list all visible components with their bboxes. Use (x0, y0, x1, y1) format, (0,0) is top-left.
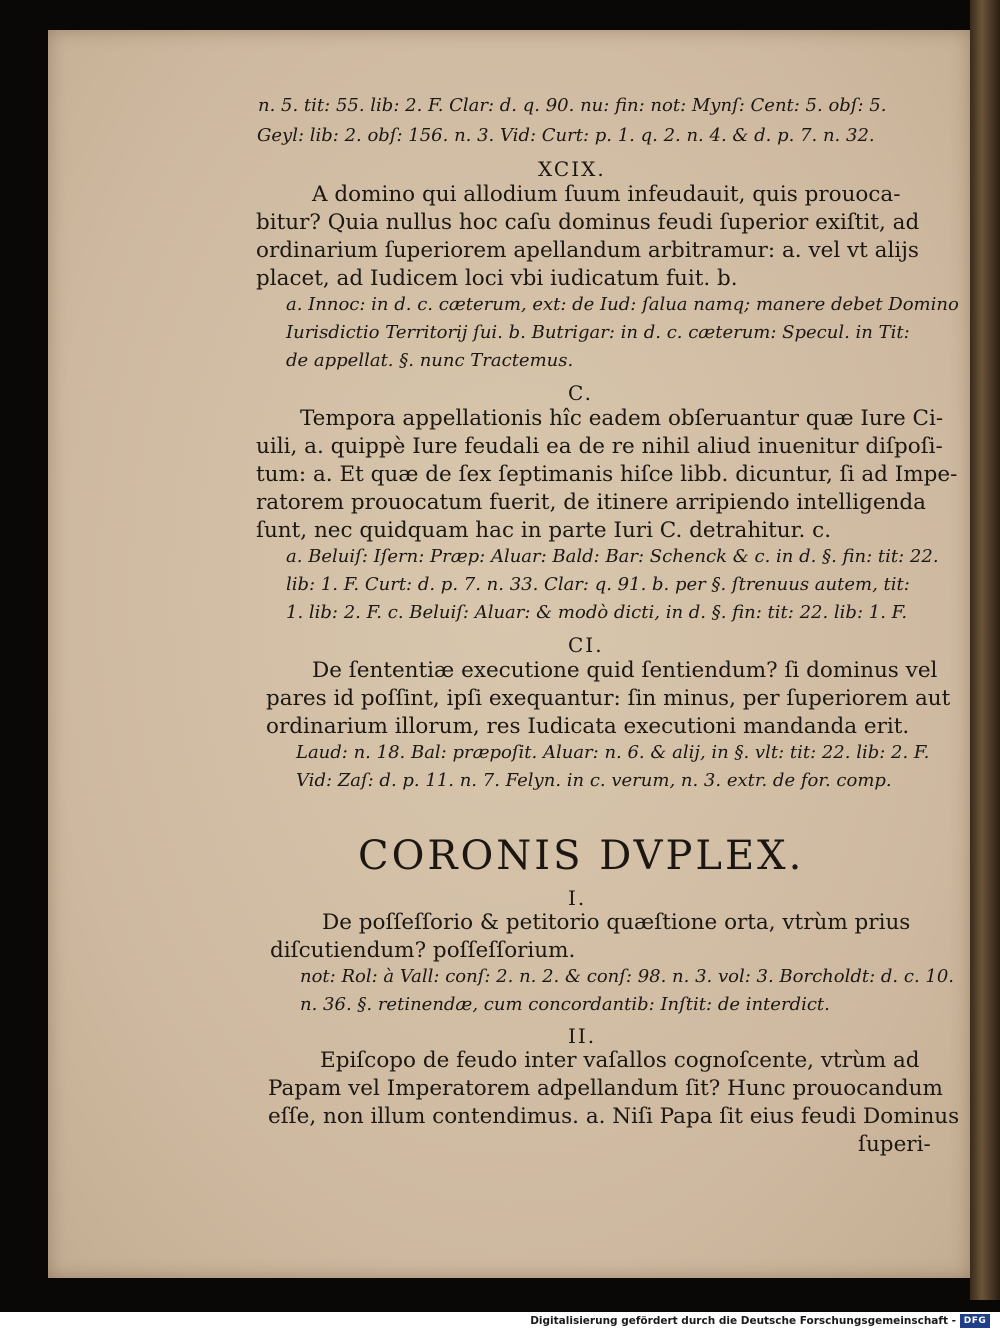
book-page (48, 30, 970, 1278)
text-line: pares id poſſint, ipſi exequantur: ſin minus, per ſuperiorem aut (266, 686, 951, 711)
text-line: bitur? Quia nullus hoc caſu dominus feudi ſuperior exiſtit, ad (256, 210, 920, 235)
footer-credit: Digitalisierung gefördert durch die Deutsche Forschungsgemeinschaft - (530, 1315, 956, 1327)
section-number: I. (568, 886, 587, 910)
dfg-logo-icon: DFG (960, 1314, 990, 1328)
section-number: CI. (568, 633, 604, 657)
section-number: II. (568, 1024, 597, 1048)
text-line: Epiſcopo de feudo inter vaſallos cognoſcente, vtrùm ad (320, 1048, 920, 1073)
text-line: Tempora appellationis hîc eadem obſeruantur quæ Iure Ci- (300, 406, 944, 431)
footnote-line: not: Rol: à Vall: conſ: 2. n. 2. & conſ: 98. n. 3. vol: 3. Borcholdt: d. c. 10. (300, 966, 955, 987)
text-line: diſcutiendum? poſſeſſorium. (270, 938, 576, 963)
footnote-line: Iurisdictio Territorij ſui. b. Butrigar: in d. c. cæterum: Specul. in Tit: (286, 322, 910, 343)
text-line: placet, ad Iudicem loci vbi iudicatum fuit. b. (256, 266, 738, 291)
text-line: eſſe, non illum contendimus. a. Niſi Papa ſit eius feudi Dominus (268, 1104, 960, 1129)
book-spine-edge (970, 0, 1000, 1300)
text-line: A domino qui allodium ſuum infeudauit, quis prouoca- (312, 182, 901, 207)
footnote-line: a. Innoc: in d. c. cæterum, ext: de Iud: ſalua namq; manere debet Domino (286, 294, 959, 315)
footnote-line: Laud: n. 18. Bal: præpoſit. Aluar: n. 6. & alij, in §. vlt: tit: 22. lib: 2. F. (296, 742, 930, 763)
footnote-line: n. 36. §. retinendæ, cum concordantib: Inſtit: de interdict. (300, 994, 830, 1015)
section-heading: CORONIS DVPLEX. (358, 833, 805, 879)
footnote-line: Geyl: lib: 2. obſ: 156. n. 3. Vid: Curt: p. 1. q. 2. n. 4. & d. p. 7. n. 32. (257, 125, 875, 146)
text-line: ordinarium ſuperiorem apellandum arbitramur: a. vel vt alijs (256, 238, 919, 263)
text-line: ordinarium illorum, res Iudicata executioni mandanda erit. (266, 714, 910, 739)
text-line: De ſententiæ executione quid ſentiendum? ſi dominus vel (312, 658, 938, 683)
section-number: XCIX. (538, 157, 606, 181)
footnote-line: de appellat. §. nunc Tractemus. (286, 350, 574, 371)
footnote-line: 1. lib: 2. F. c. Beluiſ: Aluar: & modò dicti, in d. §. fin: tit: 22. lib: 1. F. (286, 602, 908, 623)
footnote-line: a. Beluiſ: Iſern: Præp: Aluar: Bald: Bar: Schenck & c. in d. §. fin: tit: 22. (286, 546, 939, 567)
text-line: ratorem prouocatum fuerit, de itinere arripiendo intelligenda (256, 490, 926, 515)
page-text (48, 30, 970, 1278)
footnote-line: Vid: Zaſ: d. p. 11. n. 7. Felyn. in c. verum, n. 3. extr. de for. comp. (296, 770, 892, 791)
digitization-footer (0, 1312, 1000, 1331)
footnote-line: n. 5. tit: 55. lib: 2. F. Clar: d. q. 90. nu: fin: not: Mynſ: Cent: 5. obſ: 5. (258, 95, 887, 116)
catchword: ſuperi- (858, 1132, 931, 1157)
text-line: De poſſeſſorio & petitorio quæſtione orta, vtrùm prius (322, 910, 911, 935)
text-line: ſunt, nec quidquam hac in parte Iuri C. detrahitur. c. (256, 518, 832, 543)
text-line: uili, a. quippè Iure feudali ea de re nihil aliud inuenitur diſpoſi- (256, 434, 943, 459)
text-line: tum: a. Et quæ de ſex ſeptimanis hiſce libb. dicuntur, ſi ad Impe- (256, 462, 958, 487)
text-line: Papam vel Imperatorem adpellandum ſit? Hunc prouocandum (268, 1076, 943, 1101)
section-number: C. (568, 381, 593, 405)
footnote-line: lib: 1. F. Curt: d. p. 7. n. 33. Clar: q. 91. b. per §. ſtrenuus autem, tit: (286, 574, 910, 595)
